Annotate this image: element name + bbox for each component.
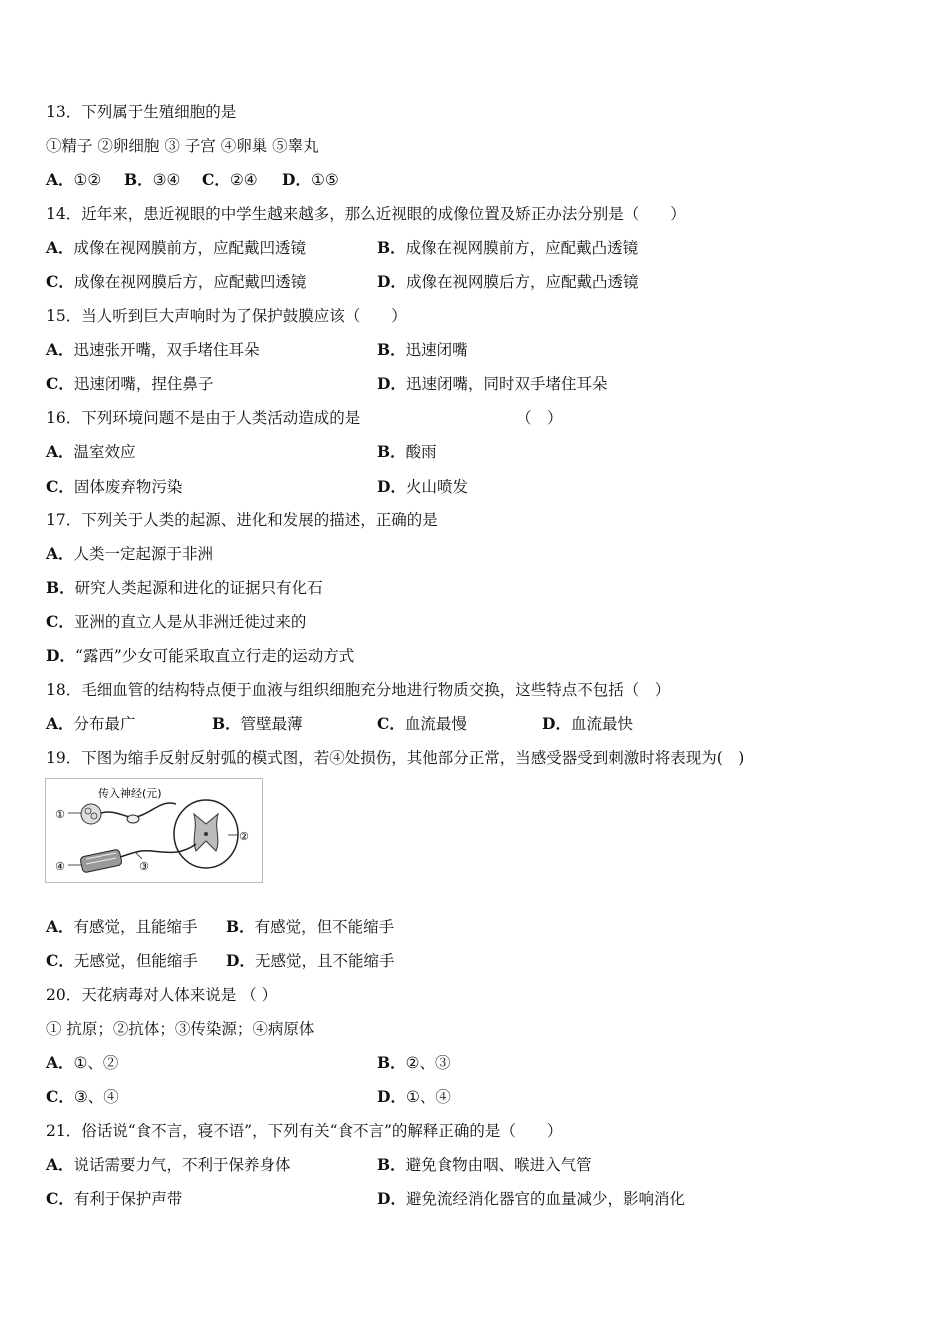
reflex-arc-diagram bbox=[46, 779, 262, 882]
afferent-nerve-line bbox=[101, 803, 176, 817]
q17-option-b: B．研究人类起源和进化的证据只有化石 bbox=[46, 578, 323, 597]
q14-option-b: B．成像在视网膜前方，应配戴凸透镜 bbox=[377, 238, 639, 257]
reflex-arc-figure bbox=[45, 778, 263, 883]
q16-stem: 16．下列环境问题不是由于人类活动造成的是 bbox=[46, 409, 361, 427]
ganglion-shape bbox=[127, 815, 139, 823]
figure-mark-1: ① bbox=[55, 808, 65, 821]
q16-option-b: B．酸雨 bbox=[377, 442, 437, 461]
q18-option-d: D．血流最快 bbox=[542, 714, 633, 733]
q20-option-b: B．②、③ bbox=[377, 1053, 451, 1072]
q19-option-c: C．无感觉，但能缩手 bbox=[46, 951, 198, 970]
q20-stem: 20．天花病毒对人体来说是 （ ） bbox=[46, 986, 278, 1004]
q18-option-b: B．管壁最薄 bbox=[212, 714, 303, 733]
q13-option-a: A．①② bbox=[46, 170, 102, 189]
q17-option-c: C．亚洲的直立人是从非洲迁徙过来的 bbox=[46, 612, 307, 631]
q17-option-a: A．人类一定起源于非洲 bbox=[46, 544, 214, 563]
q13-stem: 13．下列属于生殖细胞的是 bbox=[46, 103, 237, 121]
q19-stem: 19．下图为缩手反射反射弧的模式图，若④处损伤，其他部分正常，当感受器受到刺激时将表现为( ) bbox=[46, 749, 745, 767]
q20-option-d: D．①、④ bbox=[377, 1087, 451, 1106]
q19-option-a: A．有感觉，且能缩手 bbox=[46, 917, 198, 936]
q21-option-b: B．避免食物由咽、喉进入气管 bbox=[377, 1155, 592, 1174]
q21-option-a: A．说话需要力气，不利于保养身体 bbox=[46, 1155, 291, 1174]
q14-option-c: C．成像在视网膜后方，应配戴凹透镜 bbox=[46, 272, 307, 291]
receptor-shape bbox=[81, 804, 101, 824]
q19-option-d: D．无感觉，且不能缩手 bbox=[226, 951, 395, 970]
q16-bracket: （ ） bbox=[516, 409, 563, 427]
q15-option-c: C．迅速闭嘴，捏住鼻子 bbox=[46, 374, 214, 393]
q19-option-b: B．有感觉，但不能缩手 bbox=[226, 917, 395, 936]
q21-stem: 21．俗话说“食不言，寝不语”，下列有关“食不言”的解释正确的是（ ） bbox=[46, 1122, 563, 1140]
q20-option-a: A．①、② bbox=[46, 1053, 119, 1072]
q21-option-d: D．避免流经消化器官的血量减少，影响消化 bbox=[377, 1189, 685, 1208]
q16-option-a: A．温室效应 bbox=[46, 442, 136, 461]
q15-option-b: B．迅速闭嘴 bbox=[377, 340, 468, 359]
q13-option-b: B．③④ bbox=[124, 170, 181, 189]
q17-option-d: D．“露西”少女可能采取直立行走的运动方式 bbox=[46, 646, 355, 665]
figure-mark-2: ② bbox=[239, 830, 249, 843]
q21-option-c: C．有利于保护声带 bbox=[46, 1189, 183, 1208]
q13-option-d: D．①⑤ bbox=[282, 170, 339, 189]
q13-items: ①精子 ②卵细胞 ③ 子宫 ④卵巢 ⑤睾丸 bbox=[46, 137, 319, 155]
q18-option-a: A．分布最广 bbox=[46, 714, 136, 733]
q14-stem: 14．近年来，患近视眼的中学生越来越多，那么近视眼的成像位置及矫正办法分别是（ ） bbox=[46, 205, 686, 223]
q14-option-d: D．成像在视网膜后方，应配戴凸透镜 bbox=[377, 272, 639, 291]
q14-option-a: A．成像在视网膜前方，应配戴凹透镜 bbox=[46, 238, 307, 257]
figure-mark-4: ④ bbox=[55, 860, 65, 873]
q15-stem: 15．当人听到巨大声响时为了保护鼓膜应该（ ） bbox=[46, 307, 407, 325]
q17-stem: 17．下列关于人类的起源、进化和发展的描述，正确的是 bbox=[46, 511, 438, 529]
q15-option-d: D．迅速闭嘴，同时双手堵住耳朵 bbox=[377, 374, 608, 393]
figure-mark-3: ③ bbox=[139, 860, 149, 873]
q16-option-d: D．火山喷发 bbox=[377, 477, 468, 496]
q15-option-a: A．迅速张开嘴，双手堵住耳朵 bbox=[46, 340, 260, 359]
q18-option-c: C．血流最慢 bbox=[377, 714, 467, 733]
q20-items: ① 抗原；②抗体；③传染源；④病原体 bbox=[46, 1020, 315, 1038]
q18-stem: 18．毛细血管的结构特点便于血液与组织细胞充分地进行物质交换，这些特点不包括（ ） bbox=[46, 681, 671, 699]
q16-option-c: C．固体废弃物污染 bbox=[46, 477, 183, 496]
q20-option-c: C．③、④ bbox=[46, 1087, 119, 1106]
q13-option-c: C．②④ bbox=[202, 170, 258, 189]
figure-label-afferent: 传入神经(元) bbox=[98, 787, 162, 800]
